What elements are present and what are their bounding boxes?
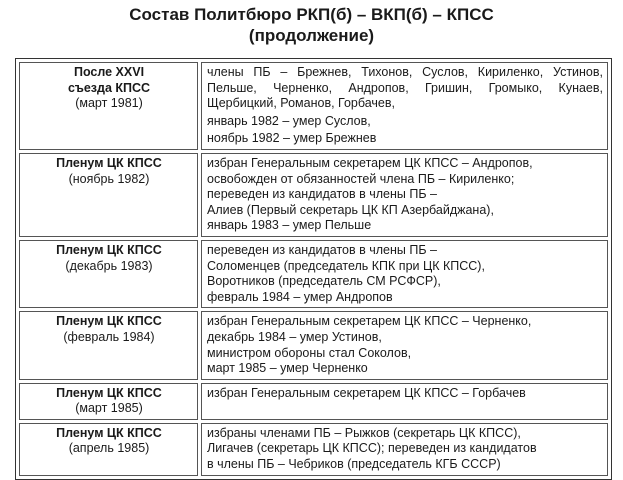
change-line: переведен из кандидатов в члены ПБ – bbox=[207, 187, 437, 202]
change-line: избран Генеральным секретарем ЦК КПСС – Горбачев bbox=[207, 385, 526, 400]
event-cell bbox=[19, 383, 198, 420]
politburo-table bbox=[15, 58, 612, 480]
event-date: (апрель 1985) bbox=[68, 441, 150, 456]
table-row bbox=[19, 383, 608, 420]
event-date: (ноябрь 1982) bbox=[68, 171, 150, 186]
changes-cell bbox=[201, 240, 608, 308]
event-cell bbox=[19, 240, 198, 308]
change-line: январь 1982 – умер Суслов, bbox=[207, 113, 371, 128]
change-line: избраны членами ПБ – Рыжков (секретарь ЦК КПСС), bbox=[207, 425, 521, 440]
event-title: Пленум ЦК КПСС bbox=[56, 385, 162, 400]
table-row bbox=[19, 62, 608, 150]
change-line: члены ПБ – Брежнев, Тихонов, Суслов, Кириленко, Устинов, bbox=[207, 65, 603, 79]
change-line: освобожден от обязанностей члена ПБ – Кириленко; bbox=[207, 171, 515, 186]
table-row bbox=[19, 240, 608, 308]
event-date: (февраль 1984) bbox=[63, 329, 155, 344]
change-line: декабрь 1984 – умер Устинов, bbox=[207, 329, 382, 344]
change-line: Пельше, Черненко, Андропов, Гришин, Громыко, Кунаев, bbox=[207, 80, 603, 95]
event-cell bbox=[19, 311, 198, 379]
table-row bbox=[19, 153, 608, 237]
changes-cell bbox=[201, 153, 608, 237]
change-line: в члены ПБ – Чебриков (председатель КГБ СССР) bbox=[207, 457, 501, 472]
change-line: Лигачев (секретарь ЦК КПСС); переведен из кандидатов bbox=[207, 441, 537, 456]
event-title: Пленум ЦК КПСС bbox=[56, 314, 162, 329]
change-line: избран Генеральным секретарем ЦК КПСС – Черненко, bbox=[207, 314, 532, 329]
changes-cell bbox=[201, 311, 608, 379]
change-line: Щербицкий, Романов, Горбачев, bbox=[207, 96, 395, 111]
change-line: министром обороны стал Соколов, bbox=[207, 345, 412, 360]
event-cell bbox=[19, 423, 198, 476]
title-line-1: Состав Политбюро РКП(б) – ВКП(б) – КПСС bbox=[129, 5, 494, 24]
change-line: ноябрь 1982 – умер Брежнев bbox=[207, 131, 377, 146]
change-line: избран Генеральным секретарем ЦК КПСС – Андропов, bbox=[207, 155, 533, 170]
table-row bbox=[19, 423, 608, 476]
changes-cell bbox=[201, 62, 608, 150]
change-line: март 1985 – умер Черненко bbox=[207, 361, 368, 376]
event-title: Пленум ЦК КПСС bbox=[56, 242, 162, 257]
event-cell bbox=[19, 153, 198, 237]
event-cell bbox=[19, 62, 198, 150]
event-date: (март 1981) bbox=[75, 96, 143, 111]
event-title: После XXVI bbox=[73, 65, 145, 79]
change-line: февраль 1984 – умер Андропов bbox=[207, 289, 393, 304]
event-title: съезда КПСС bbox=[67, 80, 151, 95]
event-title: Пленум ЦК КПСС bbox=[56, 155, 162, 170]
change-line: переведен из кандидатов в члены ПБ – bbox=[207, 242, 437, 257]
change-line: Соломенцев (председатель КПК при ЦК КПСС), bbox=[207, 258, 485, 273]
changes-cell bbox=[201, 423, 608, 476]
change-line: Алиев (Первый секретарь ЦК КП Азербайджана), bbox=[207, 202, 494, 217]
event-date: (декабрь 1983) bbox=[65, 258, 153, 273]
event-title: Пленум ЦК КПСС bbox=[56, 425, 162, 440]
change-line: январь 1983 – умер Пельше bbox=[207, 218, 372, 233]
change-line: Воротников (председатель СМ РСФСР), bbox=[207, 274, 441, 289]
title-line-2: (продолжение) bbox=[248, 26, 375, 45]
page-title bbox=[0, 4, 623, 46]
changes-cell bbox=[201, 383, 608, 420]
table-row bbox=[19, 311, 608, 379]
event-date: (март 1985) bbox=[75, 401, 143, 416]
